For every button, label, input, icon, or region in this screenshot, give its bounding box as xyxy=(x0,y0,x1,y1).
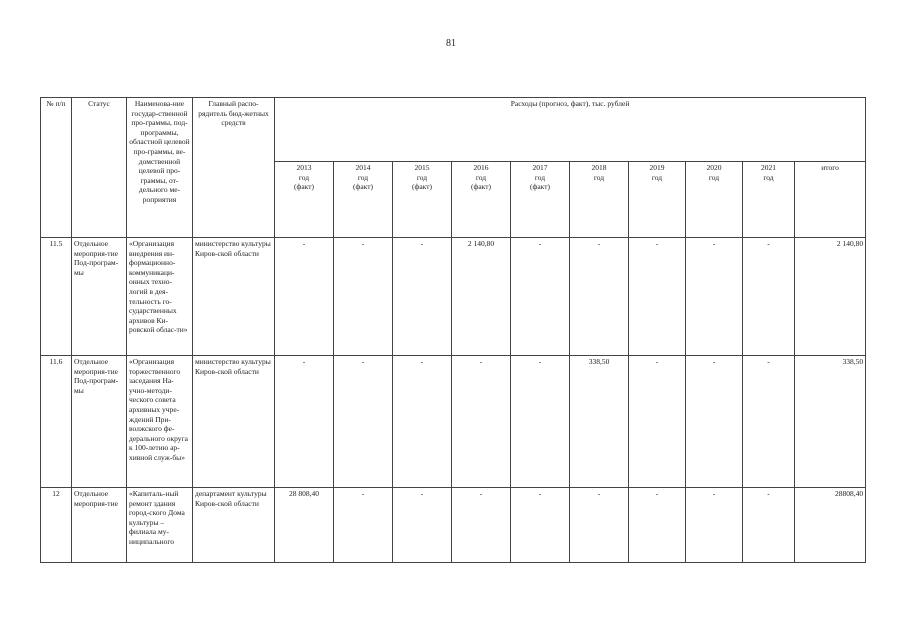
row-value-2019: - xyxy=(629,488,686,563)
row-value-2018: - xyxy=(570,488,629,563)
row-value-2018: 338,50 xyxy=(570,356,629,488)
year-unit: год xyxy=(298,172,310,182)
row-value-2013: 28 808,40 xyxy=(275,488,334,563)
year-header-2021 xyxy=(743,162,795,238)
row-num: 11.5 xyxy=(41,238,72,356)
year-header-2015 xyxy=(393,162,452,238)
year-label: 2020 xyxy=(706,163,722,172)
row-value-2019: - xyxy=(629,356,686,488)
year-header-2020 xyxy=(686,162,743,238)
year-label: 2018 xyxy=(591,163,607,172)
year-label: 2017 xyxy=(532,163,548,172)
table-row xyxy=(41,238,866,356)
header-total: итого xyxy=(795,162,866,238)
row-value-2020: - xyxy=(686,238,743,356)
row-manager: министерство культуры Киров-ской области xyxy=(193,356,275,488)
year-label: 2013 xyxy=(296,163,312,172)
year-fact: (факт) xyxy=(293,182,314,192)
year-fact: (факт) xyxy=(529,182,550,192)
year-fact: (факт) xyxy=(411,182,432,192)
row-total: 338,50 xyxy=(795,356,866,488)
row-value-2015: - xyxy=(393,238,452,356)
year-header-2014 xyxy=(334,162,393,238)
row-value-2019: - xyxy=(629,238,686,356)
row-value-2015: - xyxy=(393,488,452,563)
row-name: «Организация торжественного заседания На-учно-методи-ческого совета архивных учре-ждений При-волжского фе-дерального округа к 100-летию ар-хивной служ-бы» xyxy=(127,356,193,488)
table-row xyxy=(41,488,866,563)
row-status: Отдельное мероприя-тие Под-програм-мы xyxy=(72,238,127,356)
header-status: Статус xyxy=(72,98,127,238)
row-value-2018: - xyxy=(570,238,629,356)
row-total: 28808,40 xyxy=(795,488,866,563)
year-fact: (факт) xyxy=(470,182,491,192)
year-label: 2016 xyxy=(473,163,489,172)
year-unit: год xyxy=(357,172,369,182)
year-fact: (факт) xyxy=(352,182,373,192)
row-manager: министерство культуры Киров-ской области xyxy=(193,238,275,356)
year-unit: год xyxy=(708,172,720,182)
row-value-2017: - xyxy=(511,238,570,356)
row-value-2013: - xyxy=(275,238,334,356)
row-name: «Организация внедрения ин-формационно-коммуникаци-онных техно-логий в дея-тельность го-сударственных архивов Ки-ровской облас-ти» xyxy=(127,238,193,356)
year-unit: год xyxy=(593,172,605,182)
row-value-2014: - xyxy=(334,356,393,488)
year-header-2019 xyxy=(629,162,686,238)
row-value-2016: 2 140,80 xyxy=(452,238,511,356)
row-value-2021: - xyxy=(743,356,795,488)
year-label: 2019 xyxy=(649,163,665,172)
year-unit: год xyxy=(651,172,663,182)
row-value-2021: - xyxy=(743,488,795,563)
header-num: № п/п xyxy=(41,98,72,238)
expenses-table xyxy=(40,97,866,563)
year-header-2016 xyxy=(452,162,511,238)
row-value-2017: - xyxy=(511,488,570,563)
row-status: Отдельное мероприя-тие Под-програм-мы xyxy=(72,356,127,488)
row-manager: департамент культуры Киров-ской области xyxy=(193,488,275,563)
row-num: 11.6 xyxy=(41,356,72,488)
header-expenses: Расходы (прогноз, факт), тыс. рублей xyxy=(275,98,866,162)
row-value-2013: - xyxy=(275,356,334,488)
row-name: «Капиталь-ный ремонт здания город-ского Дома культуры – филиала му-ниципального xyxy=(127,488,193,563)
row-value-2014: - xyxy=(334,238,393,356)
header-manager: Главный распо-рядитель бюд-жетных средств xyxy=(193,98,275,238)
row-value-2016: - xyxy=(452,488,511,563)
row-value-2014: - xyxy=(334,488,393,563)
row-value-2020: - xyxy=(686,488,743,563)
year-unit: год xyxy=(534,172,546,182)
year-label: 2014 xyxy=(355,163,371,172)
year-header-2013 xyxy=(275,162,334,238)
row-num: 12 xyxy=(41,488,72,563)
year-unit: год xyxy=(763,172,774,182)
year-label: 2015 xyxy=(414,163,430,172)
row-total: 2 140,80 xyxy=(795,238,866,356)
header-row xyxy=(41,98,866,162)
page-number: 81 xyxy=(446,38,456,49)
row-value-2015: - xyxy=(393,356,452,488)
row-value-2020: - xyxy=(686,356,743,488)
year-header-2018 xyxy=(570,162,629,238)
row-status: Отдельное мероприя-тие xyxy=(72,488,127,563)
year-unit: год xyxy=(475,172,487,182)
row-value-2021: - xyxy=(743,238,795,356)
year-unit: год xyxy=(416,172,428,182)
table-row xyxy=(41,356,866,488)
year-label: 2021 xyxy=(761,163,776,172)
row-value-2017: - xyxy=(511,356,570,488)
row-value-2016: - xyxy=(452,356,511,488)
year-header-2017 xyxy=(511,162,570,238)
header-name: Наименова-ние государ-ственной про-граммы, под-программы, областной целевой про-граммы, ве-домственной целевой про-граммы, от-дельного ме-роприятия xyxy=(127,98,193,238)
